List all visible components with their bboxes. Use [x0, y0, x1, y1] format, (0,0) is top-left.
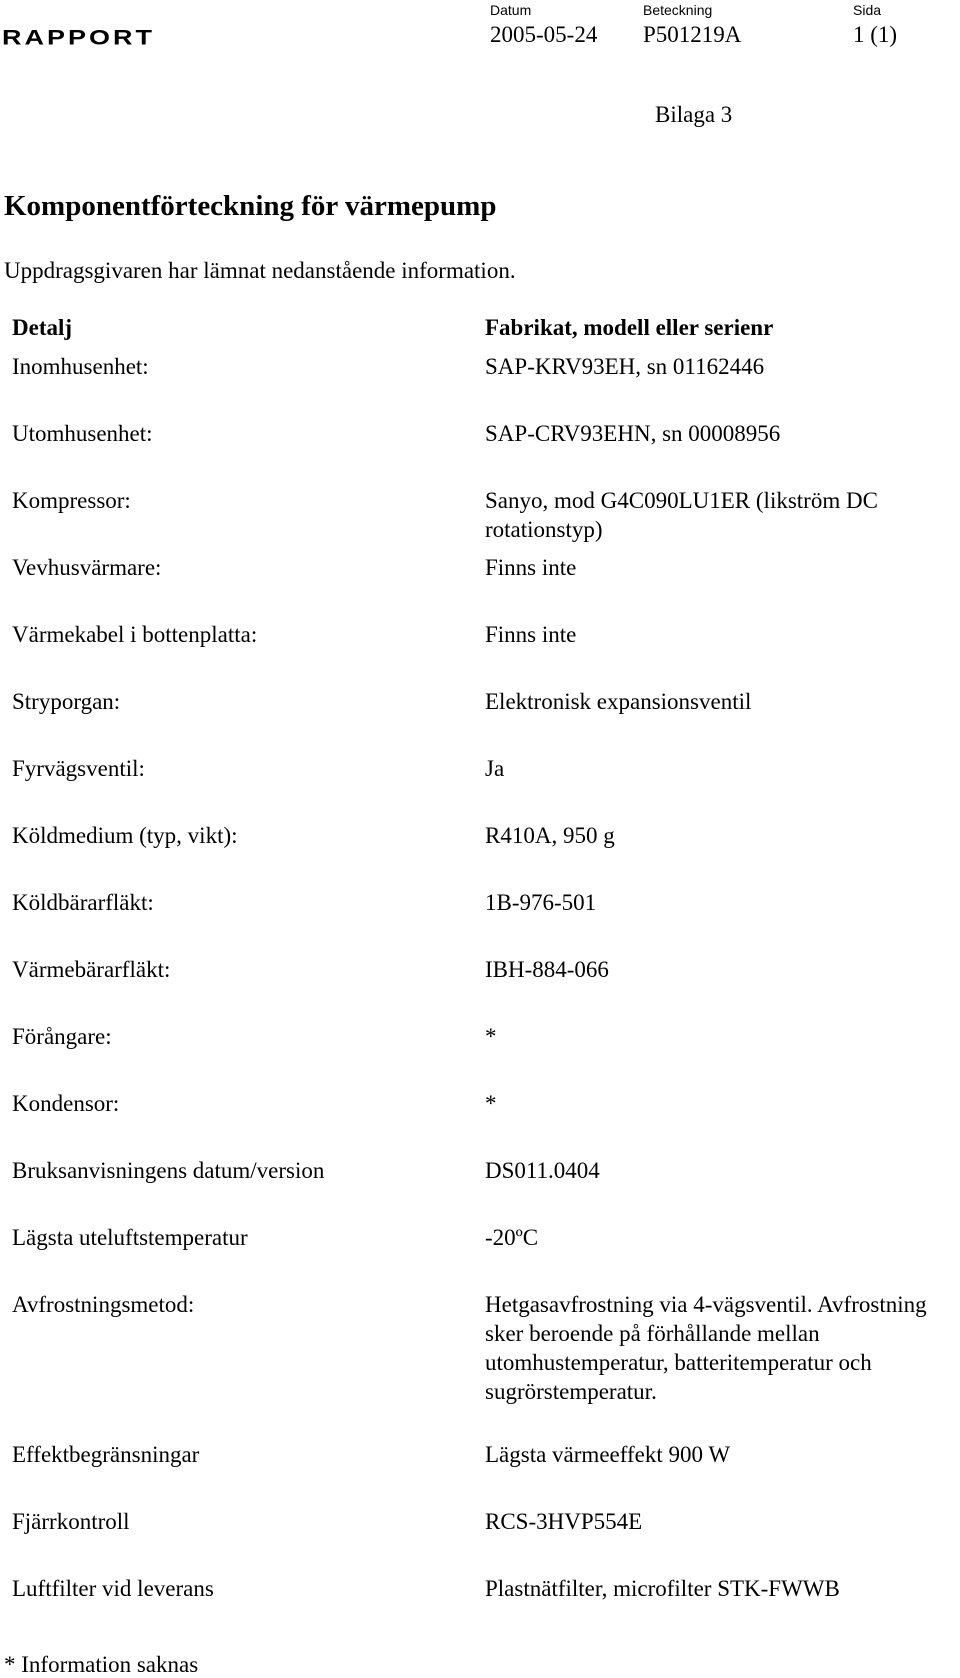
value-cell: Finns inte: [485, 555, 577, 580]
detail-cell: Fyrvägsventil:: [12, 756, 145, 781]
detail-cell: Värmebärarfläkt:: [12, 957, 171, 982]
detail-cell: Kondensor:: [12, 1091, 120, 1116]
detail-cell: Kompressor:: [12, 488, 131, 513]
value-cell: Plastnätfilter, microfilter STK-FWWB: [485, 1576, 840, 1601]
detail-cell: Avfrostningsmetod:: [12, 1292, 195, 1317]
detail-cell: Effektbegränsningar: [12, 1442, 200, 1467]
detail-cell: Vevhusvärmare:: [12, 555, 162, 580]
value-cell: Finns inte: [485, 622, 577, 647]
report-date: 2005-05-24: [490, 22, 598, 47]
intro-text: Uppdragsgivaren har lämnat nedanstående information.: [4, 258, 516, 283]
value-cell: SAP-KRV93EH, sn 01162446: [485, 354, 765, 379]
value-cell: -20ºC: [485, 1225, 539, 1250]
detail-cell: Inomhusenhet:: [12, 354, 149, 379]
value-cell: R410A, 950 g: [485, 823, 615, 848]
detail-cell: Bruksanvisningens datum/version: [12, 1158, 325, 1183]
detail-cell: Köldbärarfläkt:: [12, 890, 154, 915]
detail-cell: Lägsta uteluftstemperatur: [12, 1225, 248, 1250]
value-cell: RCS-3HVP554E: [485, 1509, 643, 1534]
report-logo: RAPPORT: [2, 26, 156, 50]
value-cell: Elektronisk expansionsventil: [485, 689, 752, 714]
value-cell: *: [485, 1091, 497, 1116]
reference-label: Beteckning: [643, 2, 713, 18]
value-cell: Lägsta värmeeffekt 900 W: [485, 1442, 731, 1467]
page-title: Komponentförteckning för värmepump: [4, 190, 497, 222]
detail-cell: Stryporgan:: [12, 689, 121, 714]
column-header-detail: Detalj: [12, 315, 73, 340]
page-number: 1 (1): [853, 22, 898, 47]
detail-cell: Fjärrkontroll: [12, 1509, 130, 1534]
detail-cell: Förångare:: [12, 1024, 112, 1049]
date-label: Datum: [490, 2, 532, 18]
column-header-value: Fabrikat, modell eller serienr: [485, 315, 774, 340]
detail-cell: Luftfilter vid leverans: [12, 1576, 214, 1601]
footnote: * Information saknas: [4, 1652, 199, 1677]
value-cell: 1B-976-501: [485, 890, 597, 915]
detail-cell: Värmekabel i bottenplatta:: [12, 622, 258, 647]
report-reference: P501219A: [643, 22, 742, 47]
page-label: Sida: [853, 2, 882, 18]
value-cell: Hetgasavfrostning via 4-vägsventil. Avfrostning sker beroende på förhållande mellan utomhustemperatur, batteritemperatur och sugrörstemperatur.: [485, 1292, 927, 1404]
detail-cell: Köldmedium (typ, vikt):: [12, 823, 238, 848]
detail-cell: Utomhusenhet:: [12, 421, 153, 446]
value-cell: Ja: [485, 756, 505, 781]
value-cell: SAP-CRV93EHN, sn 00008956: [485, 421, 781, 446]
value-cell: Sanyo, mod G4C090LU1ER (likström DC rotationstyp): [485, 488, 878, 542]
appendix-label: Bilaga 3: [655, 102, 733, 127]
value-cell: IBH-884-066: [485, 957, 609, 982]
value-cell: *: [485, 1024, 497, 1049]
value-cell: DS011.0404: [485, 1158, 600, 1183]
